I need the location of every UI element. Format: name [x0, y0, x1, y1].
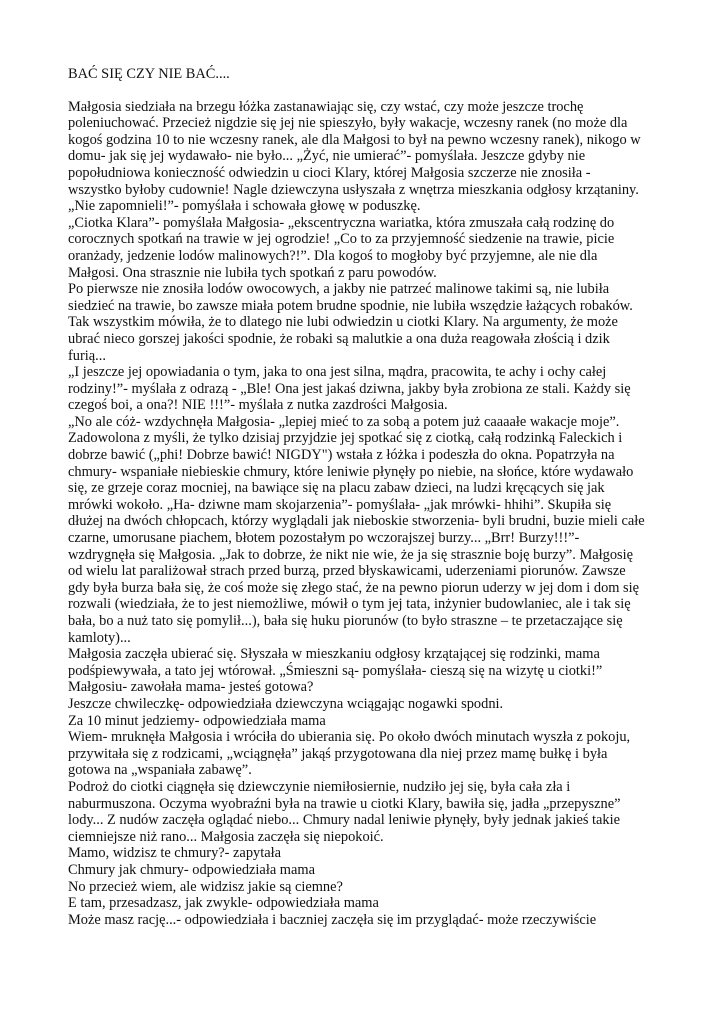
- text-line: poleniuchować. Przecież nigdzie się jej nie spieszyło, były wakacje, wczesny ranek (no może dla: [68, 115, 628, 132]
- document-title: BAĆ SIĘ CZY NIE BAĆ....: [68, 66, 230, 82]
- text-line: się, ze grzeje coraz mocniej, na bawiące się na placu zabaw dzieci, na ludzi kręcących się jak: [68, 480, 605, 497]
- text-line: ciemniejsze niż rano... Małgosia zaczęła się niepokoić.: [68, 828, 384, 845]
- text-line: oranżady, jedzenie lodów malinowych?!”. Dla kogoś to mogłoby być przyjemne, ale nie dla: [68, 247, 598, 264]
- text-line: mrówki wokoło. „Ha- dziwne mam skojarzenia”- pomyślała- „jak mrówki- hhihi”. Skupiła się: [68, 496, 612, 513]
- text-line: lody... Z nudów zaczęła oglądać niebo... Chmury nadal leniwie płynęły, były jednak jakieś takie: [68, 812, 621, 829]
- text-line: Chmury jak chmury- odpowiedziała mama: [68, 861, 315, 878]
- text-line: Może masz rację...- odpowiedziała i baczniej zaczęła się im przyglądać- może rzeczywiście: [68, 911, 597, 928]
- text-line: gotowa na „wspaniała zabawę”.: [68, 762, 252, 779]
- text-line: przywitała się z rodzicami, „wciągnęła” jakąś przygotowana dla niej przez mamę bułkę i była: [68, 745, 608, 762]
- text-line: Małgosia zaczęła ubierać się. Słyszała w mieszkaniu odgłosy krzątającej się rodzinki, mama: [68, 646, 600, 663]
- text-line: podśpiewywała, a tato jej wtórował. „Śmieszni są- pomyślała- cieszą się na wizytę u ciotki!”: [68, 662, 603, 679]
- text-line: No przecież wiem, ale widzisz jakie są ciemne?: [68, 878, 343, 895]
- text-line: Jeszcze chwileczkę- odpowiedziała dziewczyna wciągając nogawki spodni.: [68, 695, 504, 712]
- text-line: Małgosiu- zawołała mama- jesteś gotowa?: [68, 679, 314, 696]
- text-line: Podroż do ciotki ciągnęła się dziewczynie niemiłosiernie, nudziło jej się, była cała zła i: [68, 778, 571, 795]
- text-line: bała, bo a nuż tato się pomylił...), bała się huku piorunów (to było straszne – te przetaczające się: [68, 613, 623, 629]
- text-line: wzdrygnęła się Małgosia. „Jak to dobrze, że nikt nie wie, że ja się strasznie boję burzy”. Małgosię: [68, 546, 634, 563]
- text-line: Małgosia siedziała na brzegu łóżka zastanawiając się, czy wstać, czy może jeszcze trochę: [68, 98, 584, 115]
- text-line: corocznych spotkań na trawie w jej ogrodzie! „Co to za przyjemność siedzenie na trawie, picie: [68, 231, 615, 248]
- text-line: „No ale cóż- wzdychnęła Małgosia- „lepiej mieć to za sobą a potem już caaaałe wakacje moje”.: [68, 413, 620, 430]
- text-line: E tam, przesadzasz, jak zwykle- odpowiedziała mama: [68, 895, 379, 912]
- text-line: kogoś godzina 10 to nie wczesny ranek, ale dla Małgosi to był na pewno wczesny ranek), nikogo w: [68, 131, 641, 148]
- text-line: furią...: [68, 347, 106, 364]
- text-line: Za 10 minut jedziemy- odpowiedziała mama: [68, 712, 326, 729]
- text-line: domu- jak się jej wydawało- nie było... „Żyć, nie umierać”- pomyślała. Jeszcze gdyby nie: [68, 148, 586, 165]
- text-line: Tak wszystkim mówiła, że to dlatego nie lubi odwiedzin u ciotki Klary. Na argumenty, że może: [68, 314, 618, 331]
- document-body: [68, 99, 668, 929]
- text-line: naburmuszona. Oczyma wyobraźni była na trawie u ciotki Klary, bawiła się, jadła „przepyszne”: [68, 795, 621, 812]
- text-line: siedzieć na trawie, bo zawsze miała potem brudne spodnie, nie lubiła wszędzie łażących robaków.: [68, 297, 633, 314]
- text-line: „I jeszcze jej opowiadania o tym, jaka to ona jest silna, mądra, pracowita, te achy i ochy całej: [68, 364, 607, 381]
- text-line: „Nie zapomnieli!”- pomyślała i schowała głowę w poduszkę.: [68, 198, 421, 215]
- text-line: popołudniowa konieczność odwiedzin u cioci Klary, której Małgosia szczerze nie znosiła -: [68, 164, 591, 181]
- text-line: „Ciotka Klara”- pomyślała Małgosia- „ekscentryczna wariatka, która zmuszała całą rodzinę do: [68, 214, 615, 231]
- text-line: dłużej na dwóch chłopcach, którzy wyglądali jak nieboskie stworzenia- byli brudni, buzie mieli całe: [68, 513, 645, 530]
- text-line: Małgosi. Ona strasznie nie lubiła tych spotkań z paru powodów.: [68, 264, 437, 281]
- text-line: chmury- wspaniałe niebieskie chmury, które leniwie płynęły po niebie, na słońce, które wydawało: [68, 463, 634, 480]
- text-line: kamloty)...: [68, 629, 131, 646]
- text-line: rodziny!”- myślała z odrazą - „Ble! Ona jest jakaś dziwna, jakby była zrobiona ze stali. Każdy się: [68, 380, 631, 397]
- text-line: wszystko byłoby cudownie! Nagle dziewczyna usłyszała z wnętrza mieszkania odgłosy krzątaniny.: [68, 181, 639, 198]
- text-line: Mamo, widzisz te chmury?- zapytała: [68, 845, 281, 862]
- text-line: ubrać nieco gorszej jakości spodnie, że robaki są malutkie a ona duża reagowała złością i dzik: [68, 330, 610, 347]
- text-line: Wiem- mruknęła Małgosia i wróciła do ubierania się. Po około dwóch minutach wyszła z pokoju,: [68, 729, 631, 746]
- text-line: Zadowolona z myśli, że tylko dzisiaj przyjdzie jej spotkać się z ciotką, całą rodzinką Faleckich i: [68, 430, 623, 447]
- document-page: [68, 66, 668, 928]
- text-line: od wielu lat paraliżował strach przed burzą, przed błyskawicami, uderzeniami piorunów. Zawsze: [68, 563, 626, 580]
- text-line: dobrze bawić („phi! Dobrze bawić! NIGDY") wstała z łóżka i podeszła do okna. Popatrzyła na: [68, 447, 615, 464]
- text-line: rozwali (wiedziała, że to jest niemożliwe, mówił o tym jej tata, inżynier budowlaniec, ale i tak się: [68, 596, 631, 613]
- text-line: Po pierwsze nie znosiła lodów owocowych, a jakby nie patrzeć malinowe takimi są, nie lubiła: [68, 281, 610, 298]
- text-line: czegoś boi, a ona?! NIE !!!”- myślała z nutka zazdrości Małgosia.: [68, 397, 448, 414]
- text-line: gdy była burza bała się, że coś może się złego stać, że na pewno piorun uderzy w jej dom i dom się: [68, 579, 640, 596]
- text-line: czarne, umorusane piachem, błotem pozostałym po wczorajszej burzy... „Brr! Burzy!!!”-: [68, 530, 580, 547]
